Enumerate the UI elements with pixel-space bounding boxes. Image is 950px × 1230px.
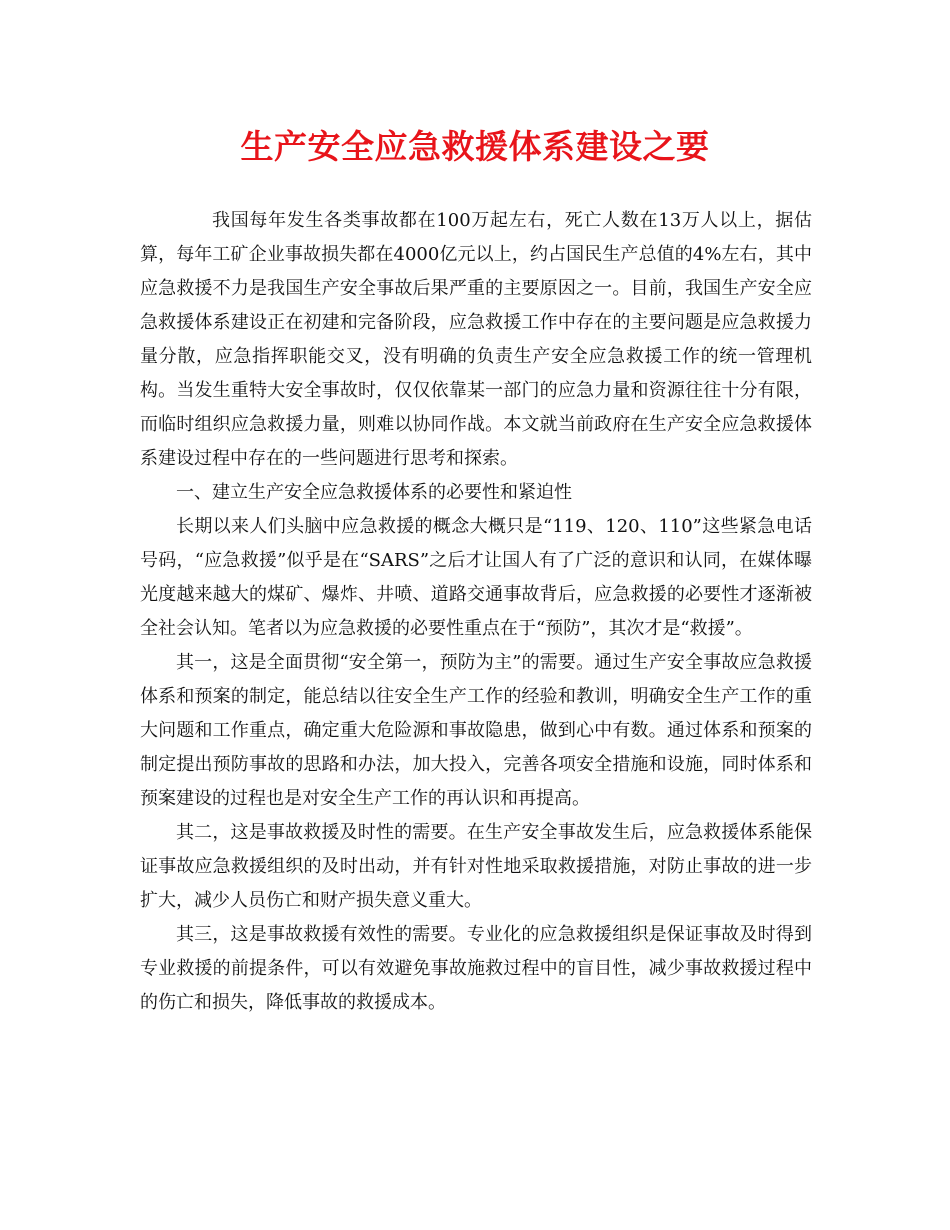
document-title: 生产安全应急救援体系建设之要 bbox=[240, 127, 710, 166]
intro-paragraph: 我国每年发生各类事故都在100万起左右，死亡人数在13万人以上，据估算，每年工矿企业事故损失都在4000亿元以上，约占国民生产总值的4%左右，其中应急救援不力是我国生产安全事故后果严重的主要原因之一。目前，我国生产安全应急救援体系建设正在初建和完备阶段，应急救援工作中存在的主要问题是应急救援力量分散，应急指挥职能交叉，没有明确的负责生产安全应急救援工作的统一管理机构。当发生重特大安全事故时，仅仅依靠某一部门的应急力量和资源往往十分有限，而临时组织应急救援力量，则难以协同作战。本文就当前政府在生产安全应急救援体系建设过程中存在的一些问题进行思考和探索。 bbox=[140, 210, 812, 469]
paragraph-point-two: 其二，这是事故救援及时性的需要。在生产安全事故发生后，应急救援体系能保证事故应急救援组织的及时出动，并有针对性地采取救援措施，对防止事故的进一步扩大，减少人员伤亡和财产损失意义重大。 bbox=[140, 822, 812, 911]
paragraph-necessity: 长期以来人们头脑中应急救援的概念大概只是“119、120、110”这些紧急电话号码，“应急救援”似乎是在“SARS”之后才让国人有了广泛的意识和认同，在媒体曝光度越来越大的煤矿、爆炸、井喷、道路交通事故背后，应急救援的必要性才逐渐被全社会认知。笔者以为应急救援的必要性重点在于“预防”，其次才是“救援”。 bbox=[140, 516, 812, 639]
document-body bbox=[140, 204, 812, 1020]
section-heading: 一、建立生产安全应急救援体系的必要性和紧迫性 bbox=[176, 482, 572, 503]
paragraph-point-three: 其三，这是事故救援有效性的需要。专业化的应急救援组织是保证事故及时得到专业救援的前提条件，可以有效避免事故施救过程中的盲目性，减少事故救援过程中的伤亡和损失，降低事故的救援成本。 bbox=[140, 924, 812, 1013]
paragraph-point-one: 其一，这是全面贯彻“安全第一，预防为主”的需要。通过生产安全事故应急救援体系和预案的制定，能总结以往安全生产工作的经验和教训，明确安全生产工作的重大问题和工作重点，确定重大危险源和事故隐患，做到心中有数。通过体系和预案的制定提出预防事故的思路和办法，加大投入，完善各项安全措施和设施，同时体系和预案建设的过程也是对安全生产工作的再认识和再提高。 bbox=[140, 652, 812, 809]
